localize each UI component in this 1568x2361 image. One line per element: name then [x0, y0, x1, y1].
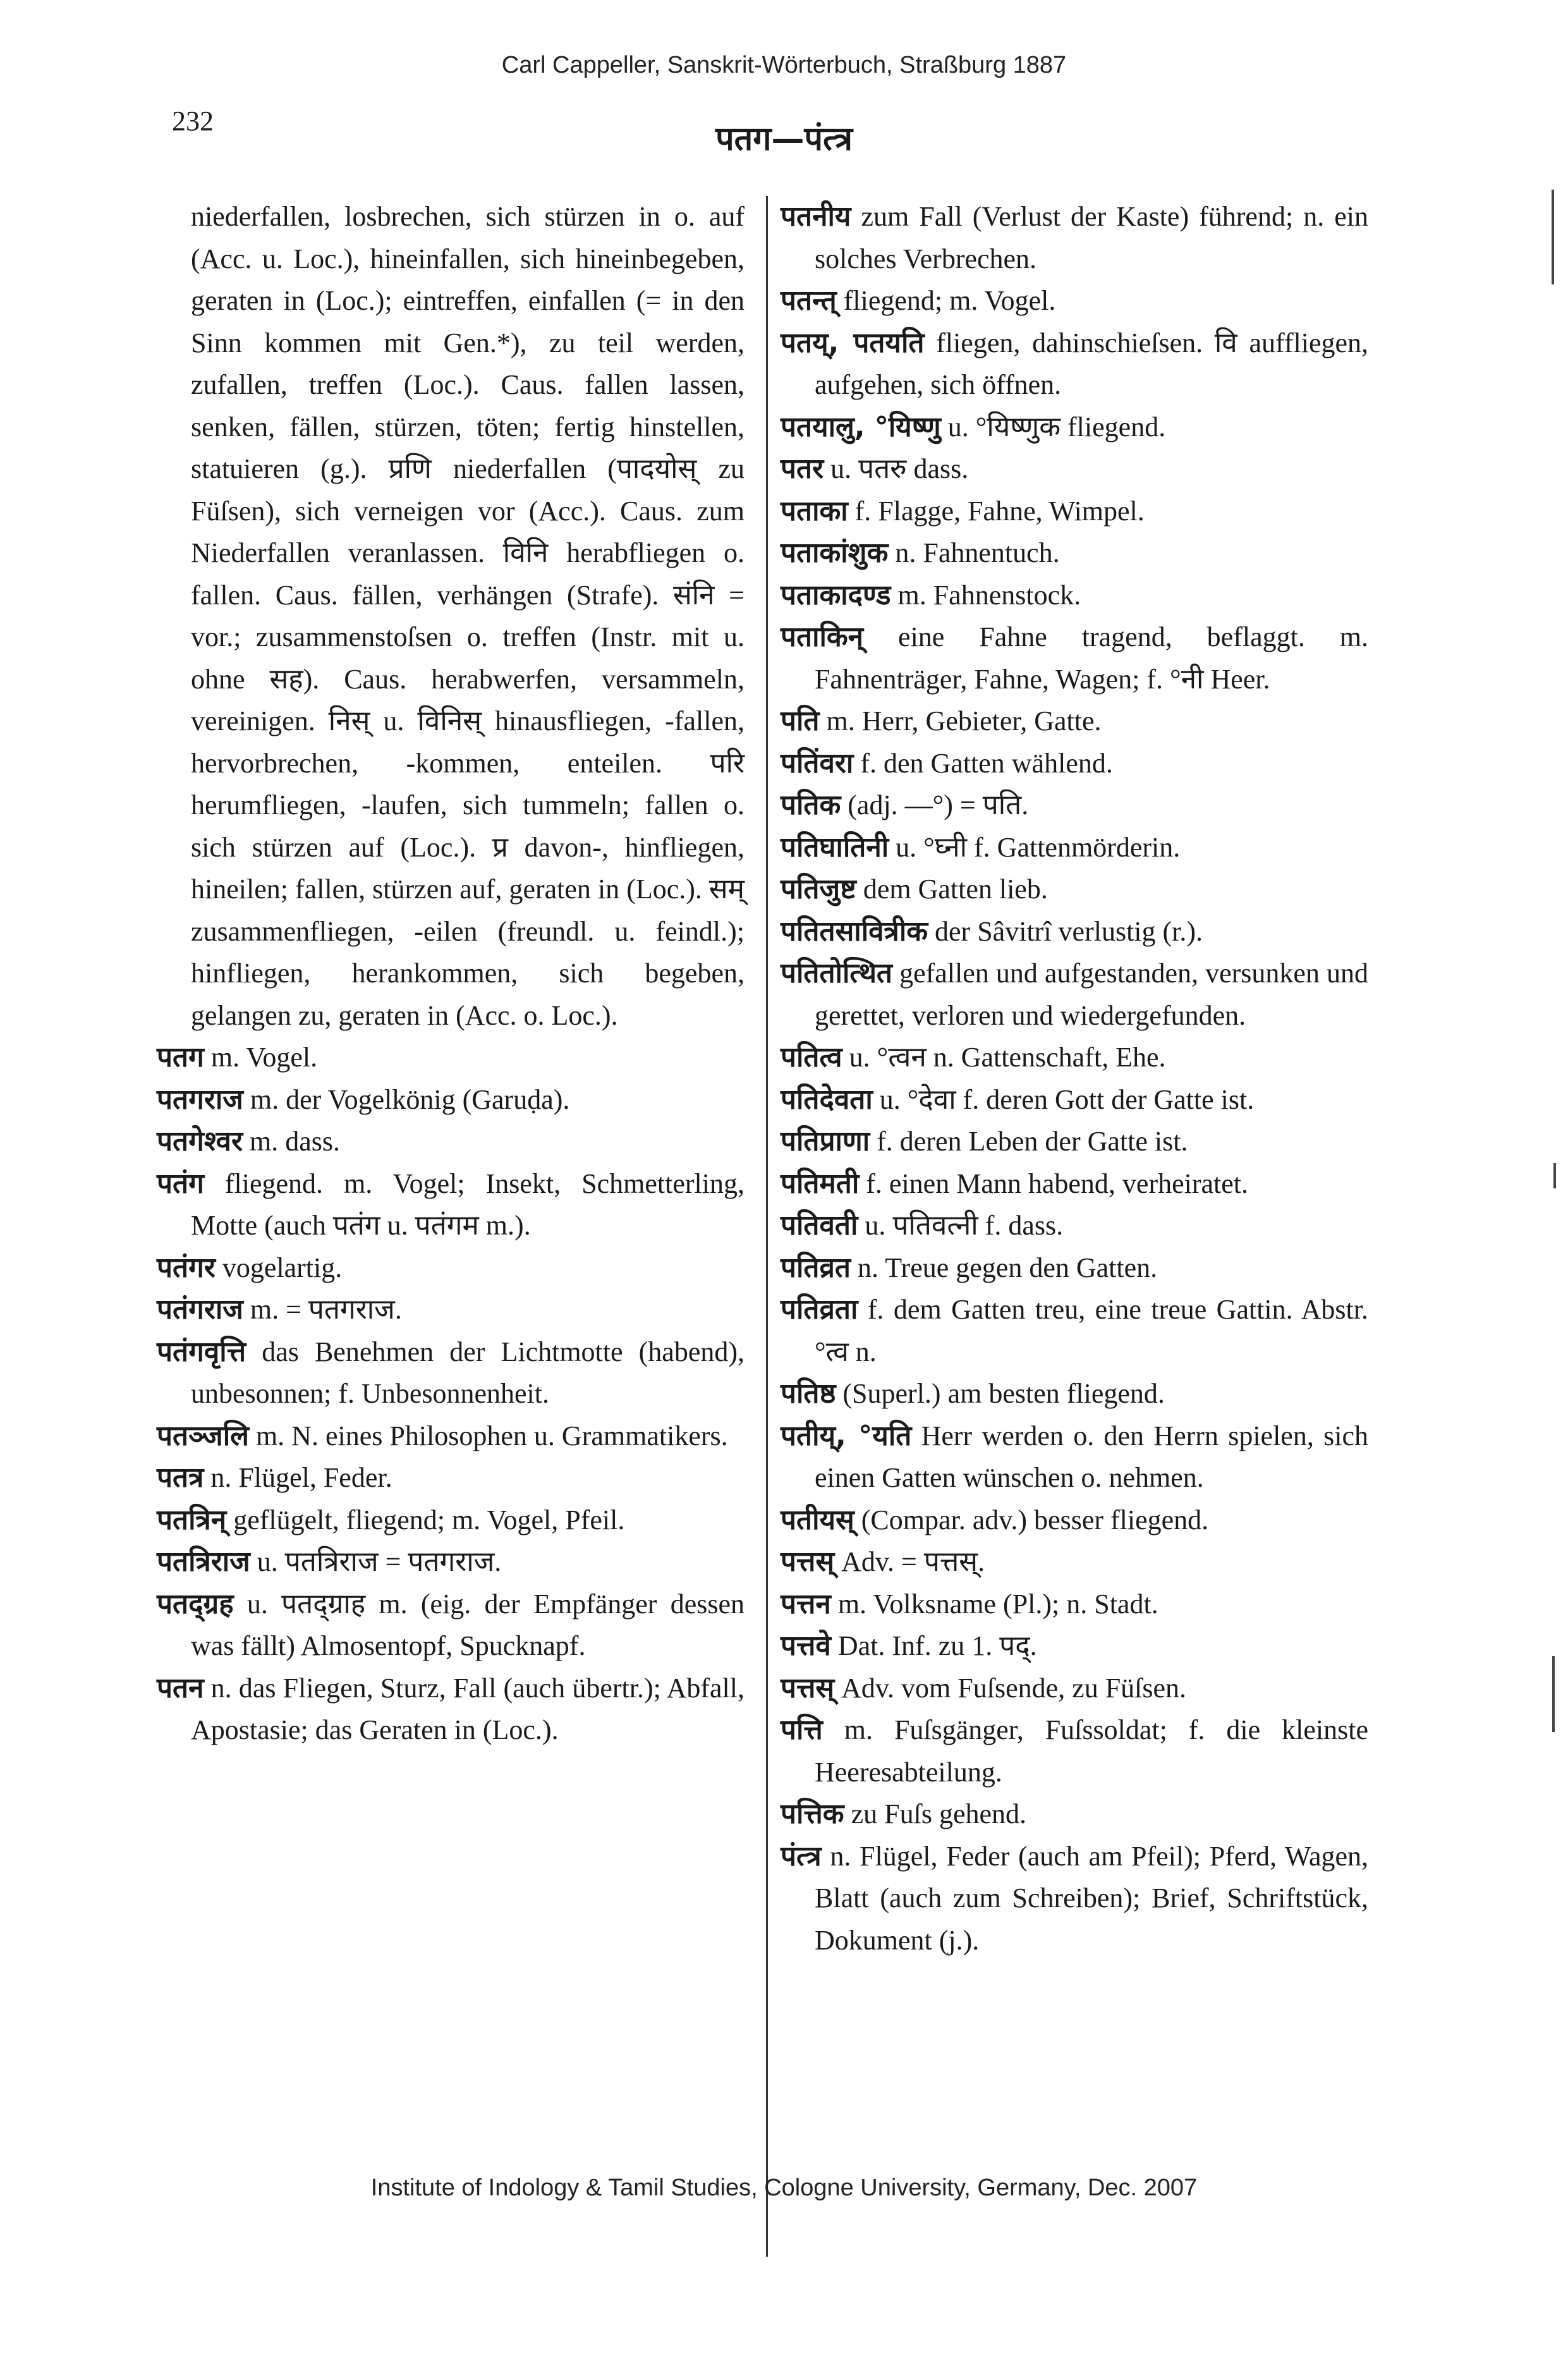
entry-definition: geflügelt, fliegend; m. Vogel, Pfeil. — [233, 1504, 625, 1535]
entry-headword: पतत्र — [157, 1461, 204, 1494]
dictionary-entry — [781, 322, 1368, 406]
entry-headword: पतिघातिनी — [781, 831, 889, 863]
entry-definition: (adj. —°) = पति. — [848, 790, 1029, 821]
entry-definition: vogelartig. — [222, 1252, 343, 1283]
dictionary-entry — [157, 1583, 744, 1668]
entry-headword: पत्तिक — [781, 1798, 844, 1830]
page-number: 232 — [172, 106, 214, 137]
entry-headword: पतग — [157, 1041, 204, 1073]
dictionary-entry — [781, 406, 1368, 449]
dictionary-entry — [781, 1793, 1368, 1836]
entry-definition: m. Fuſsgänger, Fuſssoldat; f. die kleinste Heeresabteilung. — [815, 1714, 1368, 1788]
entry-definition: u. °देवा f. deren Gott der Gatte ist. — [879, 1083, 1255, 1115]
entry-definition: f. Flagge, Fahne, Wimpel. — [854, 495, 1145, 527]
entry-headword: पताकांशुक — [781, 537, 889, 569]
source-footer: Institute of Indology & Tamil Studies, Cologne University, Germany, Dec. 2007 — [370, 2175, 1198, 2201]
dictionary-entry — [781, 196, 1368, 280]
entry-definition: gefallen und aufgestanden, versunken und gerettet, verloren und wiedergefunden. — [815, 958, 1369, 1031]
entry-definition: m. Herr, Gebieter, Gatte. — [826, 705, 1102, 736]
dictionary-entry — [157, 1541, 744, 1583]
dictionary-entry — [781, 1709, 1368, 1793]
dictionary-entry — [157, 1499, 744, 1542]
entry-definition: das Benehmen der Lichtmotte (habend), unbesonnen; f. Unbesonnenheit. — [191, 1336, 744, 1409]
dictionary-entry — [781, 575, 1368, 617]
dictionary-entry — [781, 869, 1368, 911]
dictionary-entry — [781, 1247, 1368, 1290]
entry-headword: पतयालु, °यिष्णु — [781, 410, 941, 443]
entry-headword: पतगराज — [157, 1083, 243, 1116]
entry-headword: पतिप्राणा — [781, 1125, 870, 1157]
entry-headword: पत्तन — [781, 1587, 831, 1620]
entry-headword: पतद्ग्रह — [157, 1587, 234, 1620]
dictionary-entry — [781, 1163, 1368, 1205]
entry-definition: (Compar. adv.) besser fliegend. — [861, 1504, 1209, 1535]
entry-headword: पतिदेवता — [781, 1083, 873, 1116]
entry-definition: n. Flügel, Feder. — [210, 1462, 392, 1493]
entry-headword: पतिक — [781, 789, 841, 821]
dictionary-entry — [781, 532, 1368, 575]
entry-headword: पतत्रिन् — [157, 1503, 227, 1536]
entry-headword: पतिजुष्ट — [781, 873, 856, 905]
dictionary-entry — [781, 827, 1368, 869]
entry-headword: पतीयस् — [781, 1503, 854, 1536]
entry-headword: पतिष्ठ — [781, 1377, 836, 1410]
entry-headword: पतंग — [157, 1167, 204, 1200]
entry-headword: पतिव्रत — [781, 1251, 851, 1284]
scan-edge-mark — [1552, 190, 1554, 284]
entry-definition: u. पतत्रिराज = पतगराज. — [257, 1546, 502, 1577]
dictionary-entry — [157, 1331, 744, 1415]
dictionary-entry — [157, 1415, 744, 1458]
entry-definition: m. dass. — [250, 1126, 341, 1157]
dictionary-entry — [781, 784, 1368, 827]
entry-definition: zum Fall (Verlust der Kaste) führend; n. ein solches Verbrechen. — [815, 201, 1368, 274]
entry-headword: पंत्त्र — [781, 1839, 822, 1872]
entry-headword: पत्तस् — [781, 1546, 835, 1578]
entry-headword: पतिमती — [781, 1167, 860, 1200]
entry-headword: पतिंवरा — [781, 747, 854, 779]
entry-definition: n. Fahnentuch. — [895, 537, 1060, 568]
dictionary-entry — [781, 1289, 1368, 1373]
entry-definition: der Sâvitrî verlustig (r.). — [935, 915, 1203, 947]
scan-edge-mark — [1553, 1163, 1556, 1188]
entry-definition: m. Volksname (Pl.); n. Stadt. — [837, 1588, 1158, 1620]
dictionary-entry — [781, 448, 1368, 491]
dictionary-entry — [157, 196, 744, 1037]
entry-definition: u. °यिष्णुक fliegend. — [947, 411, 1166, 442]
entry-definition: f. dem Gatten treu, eine treue Gattin. Abstr. °त्व n. — [815, 1294, 1368, 1367]
dictionary-entry — [781, 1583, 1368, 1626]
entry-definition: Adv. vom Fuſsende, zu Füſsen. — [841, 1672, 1187, 1704]
entry-definition: m. Fahnenstock. — [897, 579, 1081, 611]
entry-definition: u. पतिवत्नी f. dass. — [865, 1210, 1064, 1241]
entry-headword: पतञ्जलि — [157, 1419, 249, 1452]
dictionary-entry — [157, 1247, 744, 1290]
entry-definition: Herr werden o. den Herrn spielen, sich einen Gatten wünschen o. nehmen. — [815, 1420, 1368, 1493]
dictionary-entry — [781, 1079, 1368, 1121]
dictionary-entry — [781, 491, 1368, 533]
dictionary-entry — [781, 1625, 1368, 1668]
entry-definition: m. = पतगराज. — [250, 1294, 402, 1325]
dictionary-entry — [157, 1289, 744, 1331]
entry-definition: f. deren Leben der Gatte ist. — [877, 1126, 1188, 1157]
dictionary-entry — [781, 743, 1368, 785]
entry-headword: पतितसावित्रीक — [781, 915, 928, 948]
entry-headword: पतंगर — [157, 1251, 216, 1284]
dictionary-entry — [157, 1079, 744, 1121]
entry-headword: पतितोत्थित — [781, 957, 893, 989]
entry-definition: fliegen, dahinschieſsen. वि auffliegen, aufgehen, sich öffnen. — [815, 327, 1369, 400]
entry-definition: u. °त्वन n. Gattenschaft, Ehe. — [849, 1042, 1166, 1073]
entry-headword: पतर — [781, 453, 824, 485]
scan-edge-mark — [1552, 1656, 1555, 1732]
entry-definition: Adv. = पत्तस्. — [841, 1546, 985, 1577]
entry-headword: पतित्व — [781, 1041, 842, 1073]
dictionary-entry — [781, 1541, 1368, 1583]
entry-headword: पतिव्रता — [781, 1293, 858, 1326]
entry-definition: u. °घ्नी f. Gattenmörderin. — [896, 831, 1181, 863]
dictionary-entry — [781, 953, 1368, 1037]
entry-headword: पतंगराज — [157, 1293, 243, 1326]
entry-definition: fliegend. m. Vogel; Insekt, Schmetterling, Motte (auch पतंग u. पतंगम m.). — [191, 1168, 745, 1241]
source-header: Carl Cappeller, Sanskrit-Wörterbuch, Straßburg 1887 — [501, 52, 1067, 78]
dictionary-entry — [781, 1373, 1368, 1415]
entry-headword: पत्तवे — [781, 1630, 831, 1662]
right-column — [781, 196, 1368, 1961]
dictionary-entry — [157, 1668, 744, 1752]
entry-definition: zu Fuſs gehend. — [851, 1798, 1026, 1829]
entry-definition: u. पतरु dass. — [830, 453, 969, 484]
entry-headword: पतन्त् — [781, 284, 837, 317]
dictionary-entry — [781, 1037, 1368, 1079]
column-divider — [766, 196, 768, 2257]
entry-definition: niederfallen, losbrechen, sich stürzen in o. auf (Acc. u. Loc.), hineinfallen, sich hineinbegeben, geraten in (Loc.); eintreffen, einfallen (= in den Sinn kommen mit Gen.*), zu teil werden, zufallen, treffen (Loc.). Caus. fallen lassen, senken, fällen, stürzen, töten; fertig hinstellen, statuieren (g.). प्रणि niederfallen (पादयोस् zu Füſsen), sich verneigen vor (Acc.). Caus. zum Niederfallen veranlassen. विनि herabfliegen o. fallen. Caus. fällen, verhängen (Strafe). संनि = vor.; zusammenstoſsen o. treffen (Instr. mit u. ohne सह). Caus. herabwerfen, versammeln, vereinigen. निस् u. विनिस् hinausfliegen, -fallen, hervorbrechen, -kommen, enteilen. परि herumfliegen, -laufen, sich tummeln; fallen o. sich stürzen auf (Loc.). प्र davon-, hinfliegen, hineilen; fallen, stürzen auf, geraten in (Loc.). सम् zusammenfliegen, -eilen (freundl. u. feindl.); hinfliegen, herankommen, sich begeben, gelangen zu, geraten in (Acc. o. Loc.). — [191, 201, 744, 1031]
dictionary-entry — [781, 1205, 1368, 1247]
dictionary-entry — [781, 911, 1368, 953]
dictionary-entry — [781, 1499, 1368, 1542]
entry-definition: Dat. Inf. zu 1. पद्. — [837, 1630, 1037, 1661]
dictionary-entry — [781, 700, 1368, 743]
entry-headword: पतंगवृत्ति — [157, 1335, 246, 1368]
dictionary-entry — [157, 1457, 744, 1499]
entry-headword: पताकादण्ड — [781, 578, 891, 611]
entry-definition: f. den Gatten wählend. — [860, 747, 1113, 779]
entry-headword: पतिवती — [781, 1209, 858, 1242]
dictionary-entry — [781, 1121, 1368, 1163]
entry-definition: m. N. eines Philosophen u. Grammatikers. — [255, 1420, 728, 1451]
dictionary-entry — [781, 1668, 1368, 1710]
entry-headword: पतन — [157, 1671, 204, 1704]
entry-headword: पताकिन् — [781, 621, 864, 653]
entry-definition: n. Treue gegen den Gatten. — [858, 1252, 1158, 1283]
entry-headword: पतय्, पतयति — [781, 326, 925, 359]
dictionary-entry — [157, 1163, 744, 1247]
entry-definition: u. पतद्ग्राह m. (eig. der Empfänger dessen was fällt) Almosentopf, Spucknapf. — [191, 1588, 745, 1661]
entry-definition: n. das Fliegen, Sturz, Fall (auch übertr.); Abfall, Apostasie; das Geraten in (Loc.). — [191, 1672, 745, 1745]
entry-definition: n. Flügel, Feder (auch am Pfeil); Pferd, Wagen, Blatt (auch zum Schreiben); Brief, Schriftstück, Dokument (j.). — [815, 1840, 1368, 1956]
entry-definition: fliegend; m. Vogel. — [843, 285, 1056, 316]
entry-headword: पताका — [781, 494, 848, 527]
dictionary-entry — [781, 280, 1368, 322]
entry-headword: पति — [781, 705, 820, 737]
entry-headword: पत्ति — [781, 1714, 823, 1746]
entry-definition: m. Vogel. — [210, 1042, 318, 1073]
dictionary-entry — [781, 616, 1368, 700]
dictionary-entry — [157, 1037, 744, 1079]
dictionary-entry — [781, 1415, 1368, 1499]
entry-headword: पतत्रिराज — [157, 1546, 250, 1578]
entry-definition: eine Fahne tragend, beflaggt. m. Fahnenträger, Fahne, Wagen; f. °नी Heer. — [815, 621, 1369, 695]
dictionary-entry — [157, 1121, 744, 1163]
left-column — [157, 196, 744, 1752]
entry-definition: f. einen Mann habend, verheiratet. — [866, 1168, 1249, 1199]
running-head: पतग—पंत्त्र — [715, 119, 853, 158]
entry-headword: पतगेश्वर — [157, 1125, 243, 1157]
dictionary-entry — [781, 1836, 1368, 1962]
entry-definition: m. der Vogelkönig (Garuḍa). — [250, 1083, 570, 1115]
entry-definition: dem Gatten lieb. — [863, 874, 1048, 905]
entry-headword: पतनीय — [781, 200, 851, 233]
entry-headword: पतीय्, °यति — [781, 1419, 912, 1452]
entry-definition: (Superl.) am besten fliegend. — [842, 1378, 1165, 1409]
entry-headword: पत्तस् — [781, 1671, 835, 1704]
